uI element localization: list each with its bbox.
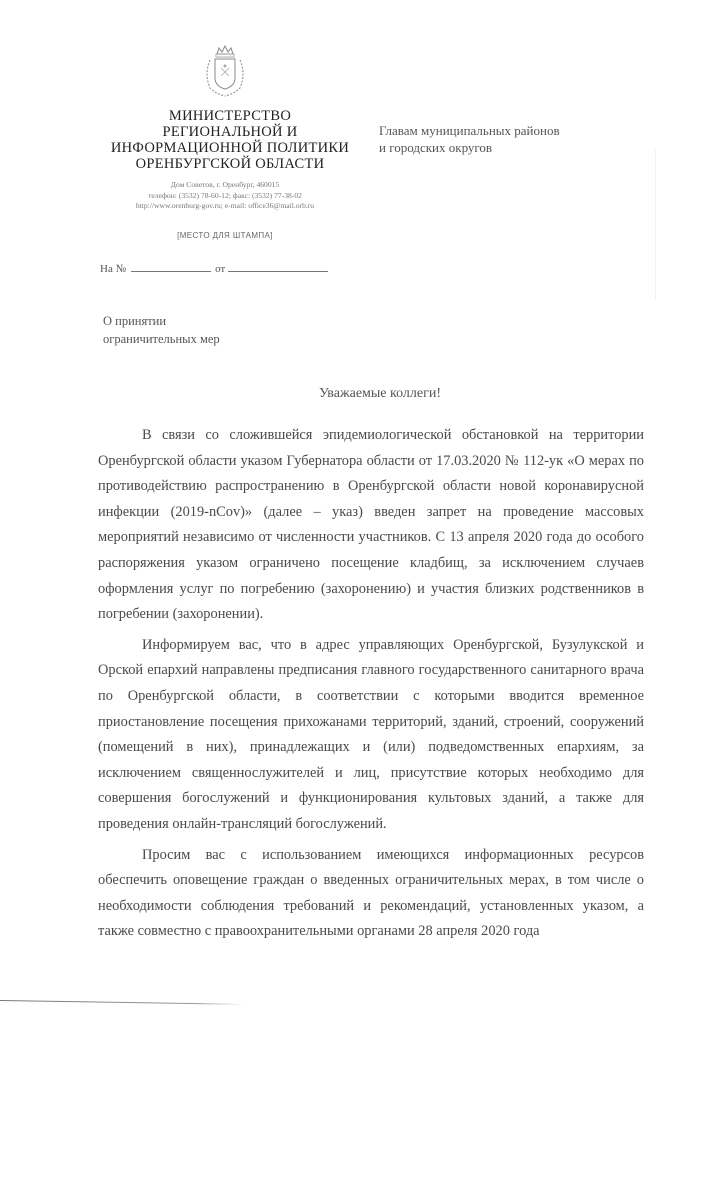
coat-of-arms-icon bbox=[200, 44, 250, 100]
org-name-line: ИНФОРМАЦИОННОЙ ПОЛИТИКИ bbox=[110, 140, 350, 156]
stamp-placeholder: [МЕСТО ДЛЯ ШТАМПА] bbox=[177, 231, 273, 240]
phone-fax-line: телефон: (3532) 78-60-12; факс: (3532) 77-38-02 bbox=[148, 190, 302, 200]
reference-line bbox=[100, 262, 328, 275]
footer-divider bbox=[0, 1000, 245, 1005]
address-line: Дом Советов, г. Оренбург, 460015 bbox=[170, 180, 280, 189]
body-paragraph: В связи со сложившейся эпидемиологической обстановкой на территории Оренбургской области указом Губернатора области от 17.03.2020 № 112-ук «О мерах по противодействию распространению в Оренбургской области новой коронавирусной инфекции (2019-nCov)» (далее – указ) введен запрет на проведение массовых мероприятий независимо от численности участников. С 13 апреля 2020 года до особого распоряжения указом ограничено посещение кладбищ, за исключением случаев оформления услуг по погребению (захоронению) и участия близких родственников в погребении (захоронении). bbox=[98, 427, 644, 623]
org-name-line: ОРЕНБУРГСКОЙ ОБЛАСТИ bbox=[135, 156, 325, 172]
letter-body bbox=[98, 423, 644, 950]
subject-line: ограничительных мер bbox=[103, 332, 220, 346]
body-paragraph: Информируем вас, что в адрес управляющих Оренбургской, Бузулукской и Орской епархий направлены предписания главного государственного санитарного врача по Оренбургской области, в соответствии с которыми вводится временное приостановление посещения прихожанами территорий, зданий, строений, сооружений (помещений в них), принадлежащих и (или) подведомственных епархиям, за исключением священнослужителей и лиц, присутствие которых необходимо для совершения богослужений и функционирования культовых зданий, а также для проведения онлайн-трансляций богослужений. bbox=[98, 636, 644, 832]
org-name-line: МИНИСТЕРСТВО bbox=[168, 108, 292, 124]
ref-date-label: от bbox=[215, 263, 226, 275]
body-paragraph: Просим вас с использованием имеющихся информационных ресурсов обеспечить оповещение граждан о введенных ограничительных мерах, в том числе о необходимости соблюдения требований и рекомендаций, установленных указом, а также совместно с правоохранительными органами 28 апреля 2020 года bbox=[98, 846, 644, 940]
ref-date-blank bbox=[228, 262, 328, 272]
addressee bbox=[379, 122, 560, 156]
web-email-line: http://www.orenburg-gov.ru; e-mail: office36@mail.orb.ru bbox=[135, 201, 315, 210]
salutation: Уважаемые коллеги! bbox=[318, 386, 442, 401]
organization-name bbox=[90, 108, 370, 172]
scan-artifact-line bbox=[655, 150, 656, 300]
ref-number-blank bbox=[131, 262, 211, 272]
contact-details bbox=[95, 180, 355, 212]
addressee-line: Главам муниципальных районов bbox=[379, 123, 560, 138]
ref-number-label: На № bbox=[100, 263, 127, 275]
subject-line: О принятии bbox=[103, 314, 167, 328]
org-name-line: РЕГИОНАЛЬНОЙ И bbox=[162, 124, 298, 140]
addressee-line: и городских округов bbox=[379, 140, 493, 155]
letter-subject bbox=[103, 312, 220, 348]
